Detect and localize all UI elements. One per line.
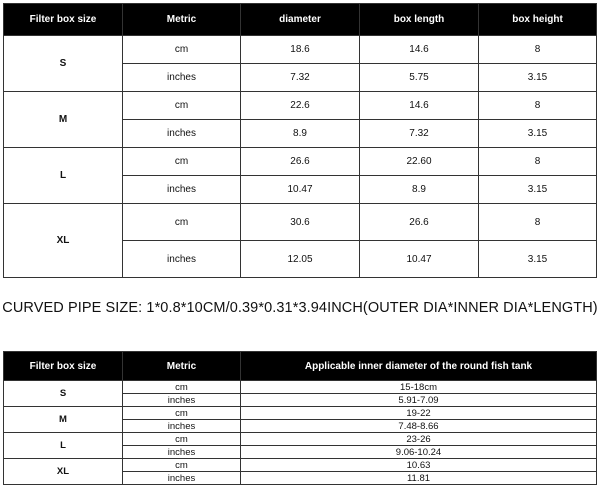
- tank-diameter-table: [3, 351, 597, 485]
- height-cell: 3.15: [479, 120, 597, 148]
- table-header-row: [4, 352, 597, 381]
- header-box-length: box length: [360, 4, 479, 36]
- size-cell: S: [4, 36, 123, 92]
- table-row: [4, 407, 597, 420]
- length-cell: 14.6: [360, 36, 479, 64]
- value-cell: 10.63: [241, 459, 597, 472]
- table-row: [4, 381, 597, 394]
- diameter-cell: 26.6: [241, 148, 360, 176]
- metric-cell: cm: [123, 407, 241, 420]
- metric-cell: cm: [123, 433, 241, 446]
- diameter-cell: 8.9: [241, 120, 360, 148]
- table-header-row: [4, 4, 597, 36]
- height-cell: 3.15: [479, 176, 597, 204]
- metric-cell: inches: [123, 64, 241, 92]
- height-cell: 3.15: [479, 241, 597, 278]
- height-cell: 8: [479, 92, 597, 120]
- metric-cell: cm: [123, 36, 241, 64]
- height-cell: 8: [479, 204, 597, 241]
- length-cell: 10.47: [360, 241, 479, 278]
- metric-cell: inches: [123, 241, 241, 278]
- length-cell: 5.75: [360, 64, 479, 92]
- length-cell: 14.6: [360, 92, 479, 120]
- length-cell: 7.32: [360, 120, 479, 148]
- value-cell: 9.06-10.24: [241, 446, 597, 459]
- value-cell: 23-26: [241, 433, 597, 446]
- length-cell: 26.6: [360, 204, 479, 241]
- table-row: [4, 433, 597, 446]
- header-applicable-inner-diameter: Applicable inner diameter of the round fish tank: [241, 352, 597, 381]
- size-cell: L: [4, 148, 123, 204]
- size-cell: M: [4, 92, 123, 148]
- metric-cell: inches: [123, 120, 241, 148]
- size-cell: L: [4, 433, 123, 459]
- metric-cell: cm: [123, 148, 241, 176]
- header-diameter: diameter: [241, 4, 360, 36]
- metric-cell: cm: [123, 204, 241, 241]
- dimensions-table: [3, 3, 597, 278]
- size-cell: S: [4, 381, 123, 407]
- size-cell: XL: [4, 459, 123, 485]
- metric-cell: inches: [123, 420, 241, 433]
- metric-cell: inches: [123, 472, 241, 485]
- diameter-cell: 7.32: [241, 64, 360, 92]
- value-cell: 11.81: [241, 472, 597, 485]
- length-cell: 22.60: [360, 148, 479, 176]
- metric-cell: inches: [123, 176, 241, 204]
- header-box-height: box height: [479, 4, 597, 36]
- metric-cell: inches: [123, 446, 241, 459]
- size-cell: M: [4, 407, 123, 433]
- diameter-cell: 10.47: [241, 176, 360, 204]
- diameter-cell: 18.6: [241, 36, 360, 64]
- size-cell: XL: [4, 204, 123, 278]
- length-cell: 8.9: [360, 176, 479, 204]
- value-cell: 7.48-8.66: [241, 420, 597, 433]
- height-cell: 3.15: [479, 64, 597, 92]
- value-cell: 5.91-7.09: [241, 394, 597, 407]
- height-cell: 8: [479, 148, 597, 176]
- metric-cell: cm: [123, 381, 241, 394]
- table-row: [4, 459, 597, 472]
- curved-pipe-size-caption: CURVED PIPE SIZE: 1*0.8*10CM/0.39*0.31*3.94INCH(OUTER DIA*INNER DIA*LENGTH): [2, 300, 598, 316]
- metric-cell: inches: [123, 394, 241, 407]
- table-row: [4, 92, 597, 120]
- value-cell: 15-18cm: [241, 381, 597, 394]
- metric-cell: cm: [123, 92, 241, 120]
- header-metric: Metric: [123, 4, 241, 36]
- header-filter-box-size: Filter box size: [4, 352, 123, 381]
- header-filter-box-size: Filter box size: [4, 4, 123, 36]
- diameter-cell: 30.6: [241, 204, 360, 241]
- metric-cell: cm: [123, 459, 241, 472]
- table-row: [4, 36, 597, 64]
- table-row: [4, 204, 597, 241]
- value-cell: 19-22: [241, 407, 597, 420]
- header-metric: Metric: [123, 352, 241, 381]
- height-cell: 8: [479, 36, 597, 64]
- diameter-cell: 12.05: [241, 241, 360, 278]
- table-row: [4, 148, 597, 176]
- diameter-cell: 22.6: [241, 92, 360, 120]
